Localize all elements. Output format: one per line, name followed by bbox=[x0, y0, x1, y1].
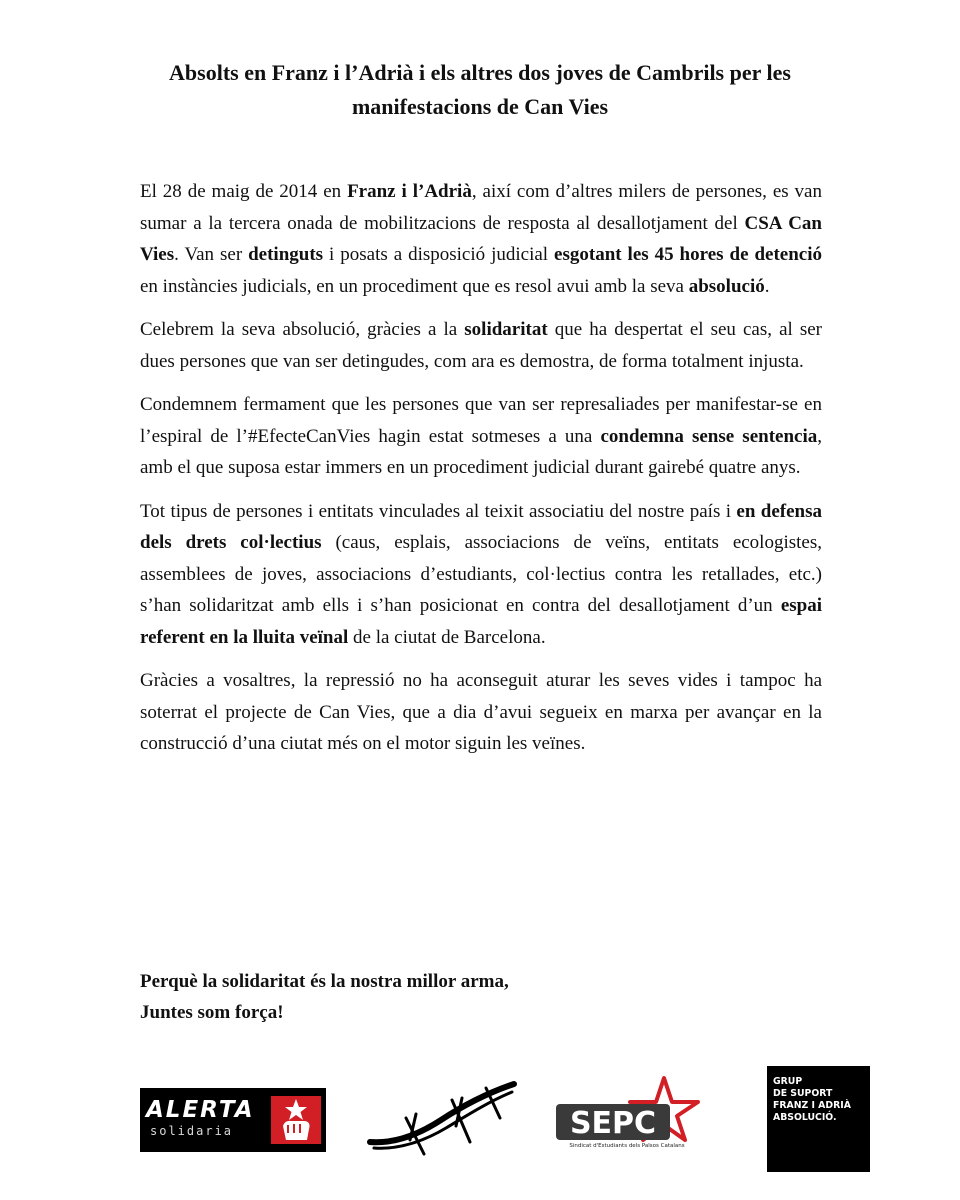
bold-run: espai referent en la lluita veïnal bbox=[140, 595, 822, 648]
sepc-star-icon bbox=[552, 1074, 702, 1144]
bold-run: esgotant les 45 hores de detenció bbox=[554, 244, 822, 265]
paragraph-4 bbox=[140, 496, 822, 654]
grup-line-2: DE SUPORT bbox=[773, 1088, 833, 1099]
text-run: . Van ser bbox=[174, 244, 249, 265]
grup-line-3: FRANZ I ADRIÀ bbox=[773, 1100, 851, 1111]
paragraph-3 bbox=[140, 389, 822, 484]
alerta-logo-sub: solidaria bbox=[150, 1124, 234, 1138]
bold-run: Franz i l’Adrià bbox=[347, 181, 472, 202]
document-title: Absolts en Franz i l’Adrià i els altres dos joves de Cambrils per les manifestacions de Can Vies bbox=[169, 60, 791, 119]
text-run: , així com d’altres milers de persones, es van sumar a la tercera onada de mobilitzacions de resposta al desallotjament del bbox=[140, 181, 822, 234]
bold-run: solidaritat bbox=[464, 319, 548, 340]
paragraph-1 bbox=[140, 176, 822, 302]
text-run: que ha despertat el seu cas, al ser dues persones que van ser detingudes, com ara es demostra, de forma totalment injusta. bbox=[140, 319, 822, 372]
grup-line-1: GRUP bbox=[773, 1076, 803, 1087]
text-run: i posats a disposició judicial bbox=[323, 244, 555, 265]
sepc-logo bbox=[552, 1074, 702, 1154]
barbed-wire-icon bbox=[366, 1078, 518, 1158]
bold-run: absolució bbox=[688, 275, 765, 297]
text-run: , amb el que suposa estar immers en un procediment judicial durant gairebé quatre anys. bbox=[140, 425, 822, 478]
alerta-logo-word: ALERTA bbox=[146, 1097, 255, 1123]
text-run: Celebrem la seva absolució, gràcies a la bbox=[140, 319, 465, 340]
text-run: (caus, esplais, associacions de veïns, entitats ecologistes, assemblees de joves, associacions d’estudiants, col·lectius contra les retallades, etc.) s’han solidaritzat amb ells i s’han posicionat en contra del desallotjament d’un bbox=[140, 532, 822, 616]
text-run: en instàncies judicials, en un procediment que es resol avui amb la seva bbox=[140, 275, 689, 297]
bold-run: detinguts bbox=[248, 244, 324, 265]
closing-statement bbox=[140, 966, 822, 1028]
text-run: Tot tipus de persones i entitats vinculades al teixit associatiu del nostre país i bbox=[140, 500, 737, 522]
bold-run: condemna sense sentencia bbox=[600, 425, 818, 447]
sepc-logo-text: SEPC bbox=[569, 1106, 657, 1141]
bold-run: en defensa dels drets col·lectius bbox=[140, 500, 822, 553]
text-run: de la ciutat de Barcelona. bbox=[348, 626, 546, 648]
text-run: Condemnem fermament que les persones que van ser represaliades per manifestar-se en l’espiral de l’#EfecteCanVies hagin estat sotmeses a una bbox=[140, 394, 822, 447]
grup-line-4: ABSOLUCIÓ. bbox=[773, 1112, 837, 1123]
paragraph-2 bbox=[140, 314, 822, 377]
sepc-caption: Sindicat d'Estudiants dels Països Catalans bbox=[569, 1143, 685, 1149]
text-run: Gràcies a vosaltres, la repressió no ha aconseguit aturar les seves vides i tampoc ha soterrat el projecte de Can Vies, que a dia d’avui segueix en marxa per avançar en la construcció d’una ciutat més on el motor siguin les veïnes. bbox=[140, 670, 822, 754]
closing-line-2: Juntes som força! bbox=[140, 1002, 284, 1023]
alerta-solidaria-logo bbox=[140, 1088, 326, 1152]
bold-run: CSA Can Vies bbox=[140, 212, 822, 265]
raised-fist-star-icon bbox=[271, 1096, 321, 1144]
grup-de-suport-logo bbox=[767, 1066, 870, 1172]
paragraph-5 bbox=[140, 665, 822, 760]
closing-line-1: Perquè la solidaritat és la nostra millor arma, bbox=[140, 971, 509, 992]
document-body bbox=[140, 176, 822, 772]
text-run: El 28 de maig de 2014 en bbox=[140, 181, 348, 202]
text-run: . bbox=[764, 275, 770, 297]
